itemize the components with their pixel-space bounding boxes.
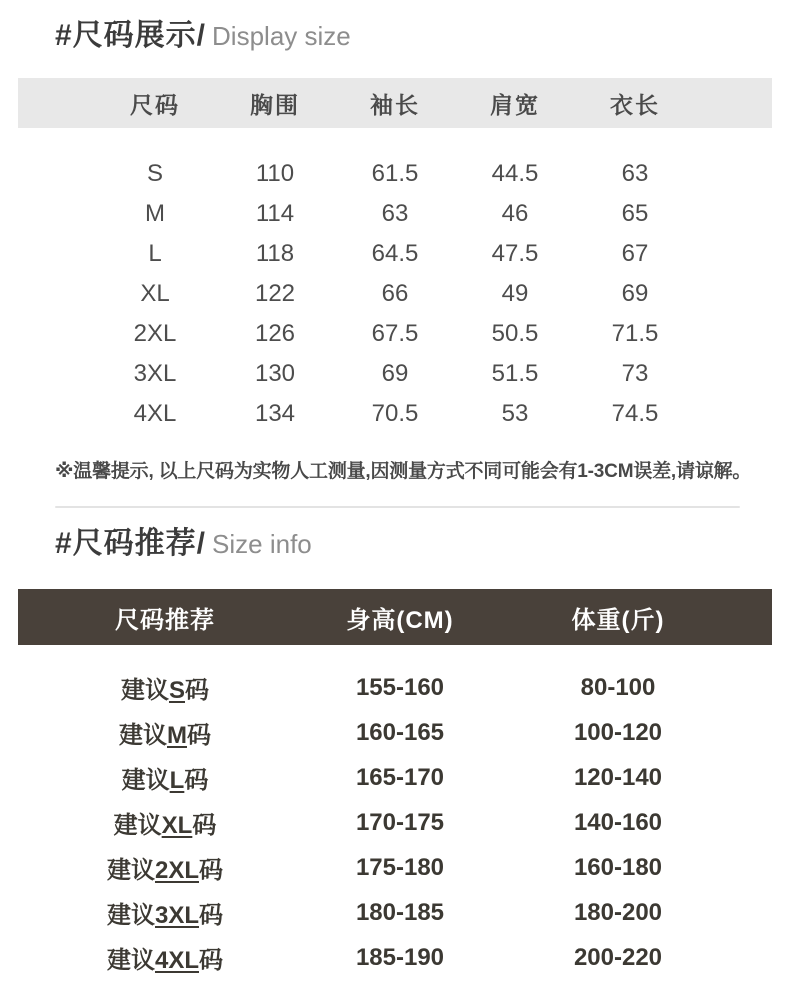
advice-suffix: 码 xyxy=(199,947,223,974)
cell-sleeve: 64.5 xyxy=(371,240,419,267)
cell-sleeve: 69 xyxy=(381,360,409,387)
cell-chest: 126 xyxy=(254,320,296,347)
header-cell-shoulder: 肩宽 xyxy=(490,91,540,118)
cell-size: 2XL xyxy=(133,320,177,347)
header-cell-height: 身高(CM) xyxy=(346,606,454,634)
cell-shoulder: 47.5 xyxy=(491,240,539,267)
size-recommend-table-header xyxy=(18,589,772,645)
advice-suffix: 码 xyxy=(199,902,223,929)
cell-recommend-label xyxy=(18,940,312,975)
cell-length: 63 xyxy=(621,160,649,187)
cell-shoulder: 53 xyxy=(501,400,529,427)
cell-weight-range: 180-200 xyxy=(573,898,663,926)
cell-sleeve: 67.5 xyxy=(371,320,419,347)
header-cell-length: 衣长 xyxy=(610,91,660,118)
cell-size: M xyxy=(145,200,165,227)
table-row xyxy=(18,710,772,755)
cell-weight-range: 140-160 xyxy=(573,808,663,836)
size-info-title-zh: #尺码推荐/ xyxy=(55,527,207,560)
cell-shoulder: 51.5 xyxy=(491,360,539,387)
header-cell-sleeve: 袖长 xyxy=(370,91,420,118)
cell-length: 69 xyxy=(621,280,649,307)
cell-size: 4XL xyxy=(133,400,177,427)
cell-shoulder: 44.5 xyxy=(491,160,539,187)
display-size-table xyxy=(18,78,772,434)
cell-recommend-label xyxy=(18,760,312,795)
table-row xyxy=(18,234,772,274)
size-recommend-table-body xyxy=(18,665,772,980)
table-row xyxy=(18,154,772,194)
header-cell-recommend: 尺码推荐 xyxy=(115,606,215,634)
advice-prefix: 建议 xyxy=(106,857,155,884)
cell-sleeve: 61.5 xyxy=(371,160,419,187)
table-row xyxy=(18,274,772,314)
cell-sleeve: 66 xyxy=(381,280,409,307)
advice-suffix: 码 xyxy=(187,722,211,749)
advice-suffix: 码 xyxy=(185,677,209,704)
table-row xyxy=(18,890,772,935)
cell-chest: 114 xyxy=(255,200,295,227)
advice-suffix: 码 xyxy=(184,767,209,794)
cell-weight-range: 80-100 xyxy=(580,673,656,701)
cell-recommend-label xyxy=(18,805,312,840)
cell-size: 3XL xyxy=(133,360,177,387)
cell-recommend-label xyxy=(18,670,312,705)
size-info-title-en: Size info xyxy=(212,529,312,559)
size-recommend-table xyxy=(18,589,772,980)
cell-height-range: 160-165 xyxy=(355,718,445,746)
cell-height-range: 170-175 xyxy=(355,808,445,836)
cell-shoulder: 50.5 xyxy=(491,320,539,347)
cell-shoulder: 46 xyxy=(501,200,529,227)
advice-prefix: 建议 xyxy=(119,722,167,749)
advice-size: M xyxy=(167,722,187,749)
cell-chest: 134 xyxy=(254,400,296,427)
advice-size: 4XL xyxy=(154,947,199,974)
cell-size: L xyxy=(148,240,162,267)
advice-size: L xyxy=(169,767,185,794)
cell-size: S xyxy=(146,160,163,187)
cell-sleeve: 70.5 xyxy=(371,400,419,427)
cell-recommend-label xyxy=(18,850,312,885)
cell-weight-range: 100-120 xyxy=(573,718,663,746)
cell-recommend-label xyxy=(18,895,312,930)
display-size-table-header xyxy=(18,78,772,128)
cell-length: 65 xyxy=(621,200,649,227)
advice-size: S xyxy=(168,677,185,704)
header-cell-weight: 体重(斤) xyxy=(571,606,665,634)
display-size-title xyxy=(55,14,790,58)
header-cell-size: 尺码 xyxy=(130,91,180,118)
cell-length: 67 xyxy=(621,240,649,267)
cell-chest: 110 xyxy=(255,160,295,187)
table-row xyxy=(18,354,772,394)
cell-height-range: 175-180 xyxy=(355,853,445,881)
section-divider xyxy=(55,506,740,508)
measurement-note: ※温馨提示, 以上尺码为实物人工测量,因测量方式不同可能会有1-3CM误差,请谅解。 xyxy=(55,461,752,482)
table-row xyxy=(18,755,772,800)
cell-chest: 122 xyxy=(254,280,296,307)
table-row xyxy=(18,394,772,434)
cell-height-range: 165-170 xyxy=(355,763,445,791)
advice-prefix: 建议 xyxy=(120,677,169,704)
display-size-table-body xyxy=(18,154,772,434)
cell-length: 74.5 xyxy=(611,400,659,427)
advice-prefix: 建议 xyxy=(113,812,162,839)
advice-size: 2XL xyxy=(154,857,199,884)
cell-chest: 130 xyxy=(254,360,296,387)
advice-prefix: 建议 xyxy=(121,767,170,794)
cell-length: 71.5 xyxy=(611,320,659,347)
advice-prefix: 建议 xyxy=(106,902,155,929)
display-size-title-en: Display size xyxy=(212,21,351,51)
table-row xyxy=(18,800,772,845)
advice-suffix: 码 xyxy=(192,812,217,839)
advice-prefix: 建议 xyxy=(106,947,155,974)
advice-size: XL xyxy=(161,812,193,839)
table-row xyxy=(18,845,772,890)
table-row xyxy=(18,665,772,710)
header-cell-chest: 胸围 xyxy=(250,91,300,118)
cell-recommend-label xyxy=(18,715,312,750)
cell-height-range: 155-160 xyxy=(355,673,445,701)
table-row xyxy=(18,194,772,234)
cell-length: 73 xyxy=(621,360,649,387)
cell-size: XL xyxy=(140,280,170,307)
cell-weight-range: 160-180 xyxy=(573,853,663,881)
cell-sleeve: 63 xyxy=(381,200,409,227)
advice-suffix: 码 xyxy=(199,857,223,884)
cell-shoulder: 49 xyxy=(501,280,529,307)
cell-height-range: 180-185 xyxy=(355,898,445,926)
display-size-title-zh: #尺码展示/ xyxy=(55,19,207,52)
cell-weight-range: 120-140 xyxy=(573,763,663,791)
table-row xyxy=(18,314,772,354)
cell-weight-range: 200-220 xyxy=(573,943,663,971)
table-row xyxy=(18,935,772,980)
cell-chest: 118 xyxy=(255,240,295,267)
cell-height-range: 185-190 xyxy=(355,943,445,971)
size-info-title xyxy=(55,522,790,566)
advice-size: 3XL xyxy=(154,902,199,929)
